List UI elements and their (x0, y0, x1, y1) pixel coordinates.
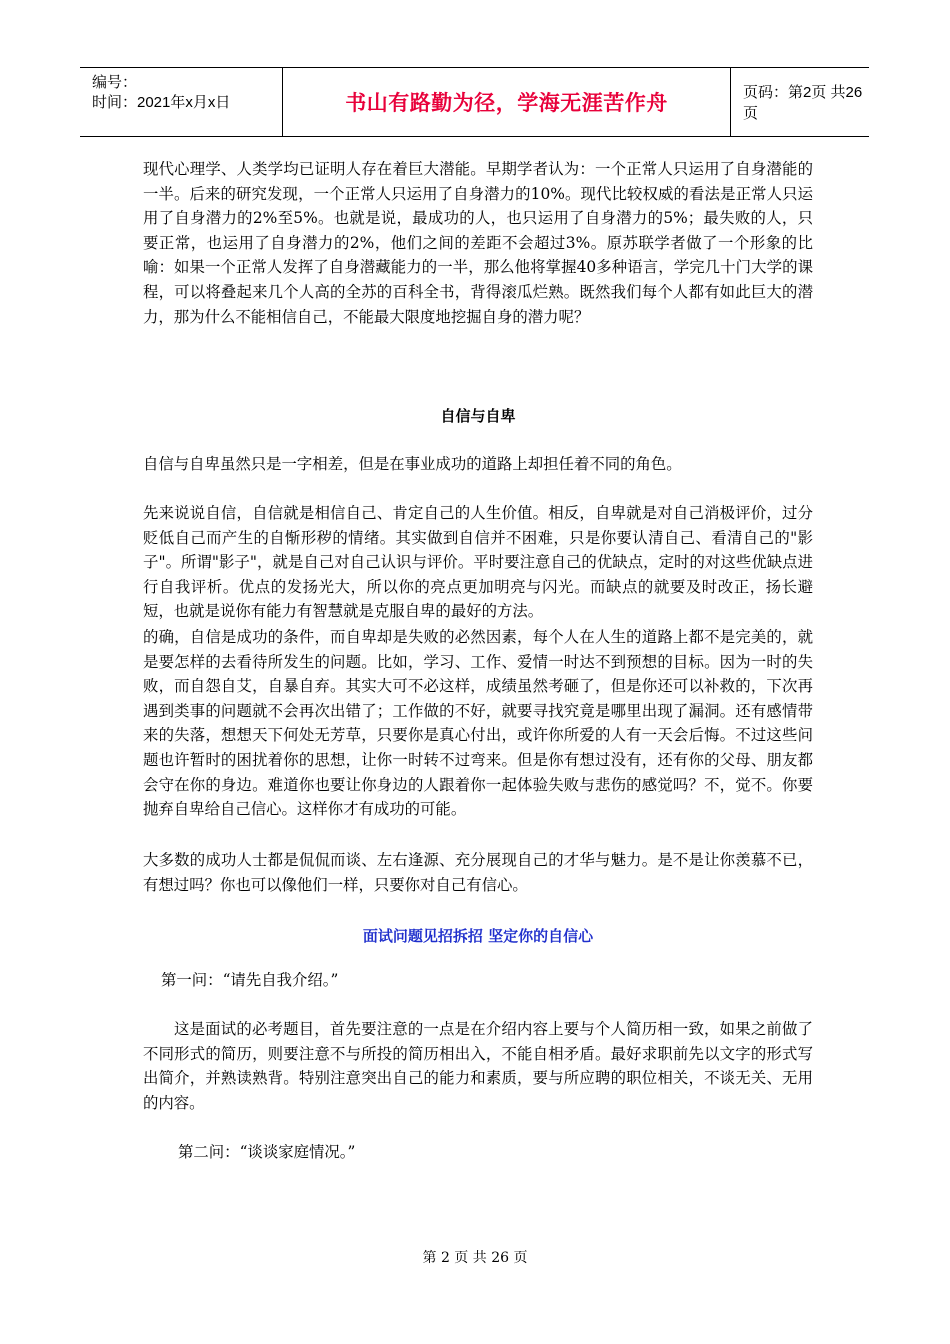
section-title-interview: 面试问题见招拆招 坚定你的自信心 (362, 927, 594, 945)
section1-paragraph-2: 先来说说自信，自信就是相信自己、肯定自己的人生价值。相反，自卑就是对自己消极评价，过分贬低自己而产生的自惭形秽的情绪。其实做到自信并不困难，只是你要认清自己、看清自己的"影子"。所谓"影子"，就是自己对自己认识与评价。平时要注意自己的优缺点，定时的对这些优缺点进行自我评析。优点的发扬光大，所以你的亮点更加明亮与闪光。而缺点的就要及时改正，扬长避短，也就是说你有能力有智慧就是克服自卑的最好的方法。 (143, 504, 813, 621)
section1-paragraph-3: 的确，自信是成功的条件，而自卑却是失败的必然因素，每个人在人生的道路上都不是完美的，就是要怎样的去看待所发生的问题。比如，学习、工作、爱情一时达不到预想的目标。因为一时的失败，而自怨自艾，自暴自弃。其实大可不必这样，成绩虽然考砸了，但是你还可以补救的，下次再遇到类事的问题就不会再次出错了；工作做的不好，就要寻找究竟是哪里出现了漏洞。还有感情带来的失落，想想天下何处无芳草，只要你是真心付出，或许你所爱的人有一天会后悔。不过这些问题也许暂时的困扰着你的思想，让你一时转不过弯来。但是你有想过没有，还有你的父母、朋友都会守在你的身边。难道你也要让你身边的人跟着你一起体验失败与悲伤的感觉吗？不，觉不。你要抛弃自卑给自己信心。这样你才有成功的可能。 (143, 628, 813, 819)
intro-paragraph: 现代心理学、人类学均已证明人存在着巨大潜能。早期学者认为：一个正常人只运用了自身潜能的一半。后来的研究发现，一个正常人只运用了自身潜力的10%。现代比较权威的看法是正常人只运用了自身潜力的2%至5%。也就是说，最成功的人，也只运用了自身潜力的5%；最失败的人，只要正常，也运用了自身潜力的2%，他们之间的差距不会超过3%。原苏联学者做了一个形象的比喻：如果一个正常人发挥了自身潜藏能力的一半，那么他将掌握40多种语言，学完几十门大学的课程，可以将叠起来几个人高的全苏的百科全书，背得滚瓜烂熟。既然我们每个人都有如此巨大的潜力，那为什么不能相信自己，不能最大限度地挖掘自身的潜力呢？ (143, 160, 813, 326)
section1-paragraph-4: 大多数的成功人士都是侃侃而谈、左右逢源、充分展现自己的才华与魅力。是不是让你羡慕不已，有想过吗？你也可以像他们一样，只要你对自己有信心。 (143, 851, 813, 894)
header-page-code: 页码：第2页 共26页 (743, 84, 863, 122)
header-motto-cell (283, 68, 731, 136)
section1-paragraph-1: 自信与自卑虽然只是一字相差，但是在事业成功的道路上却担任着不同的角色。 (143, 455, 682, 473)
header-motto: 书山有路勤为径，学海无涯苦作舟 (345, 91, 668, 115)
page-header (80, 67, 869, 137)
section-title-confidence: 自信与自卑 (440, 407, 516, 425)
header-page-cell (730, 68, 869, 136)
header-date-label: 时间：2021年x月x日 (92, 94, 231, 111)
header-number-label: 编号： (92, 74, 138, 91)
header-meta-cell (80, 68, 283, 136)
question-2: 第二问：“谈谈家庭情况。” (178, 1143, 356, 1161)
question-1-answer: 这是面试的必考题目，首先要注意的一点是在介绍内容上要与个人简历相一致，如果之前做了不同形式的简历，则要注意不与所投的简历相出入，不能自相矛盾。最好求职前先以文字的形式写出简介，并熟读熟背。特别注意突出自己的能力和素质，要与所应聘的职位相关，不谈无关、无用的内容。 (143, 1020, 813, 1112)
question-1: 第一问：“请先自我介绍。” (161, 971, 339, 989)
page-footer: 第 2 页 共 26 页 (422, 1250, 528, 1266)
